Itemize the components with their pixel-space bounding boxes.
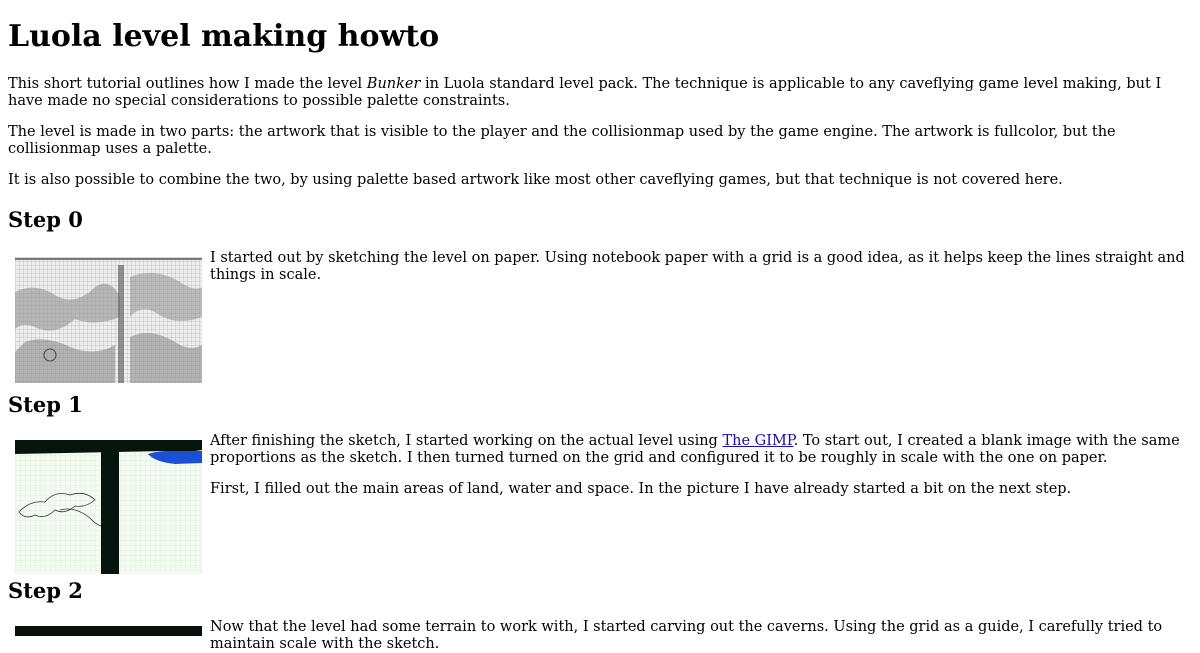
the-gimp-link[interactable]: The GIMP: [722, 433, 794, 450]
page-title: Luola level making howto: [8, 19, 440, 54]
step-1-paragraph-1: [210, 433, 1192, 467]
step-0-heading: Step 0: [8, 207, 83, 232]
step-0-paragraph-1: I started out by sketching the level on paper. Using notebook paper with a grid is a good idea, as it helps keep the lines straight and things in scale.: [210, 250, 1185, 284]
intro-paragraph-2: The level is made in two parts: the artwork that is visible to the player and the collisionmap used by the game engine. The artwork is fullcolor, but the collisionmap uses a palette.: [8, 124, 1116, 157]
step-1-heading: Step 1: [8, 392, 83, 418]
sketch-drawing: [15, 257, 202, 383]
level-drawing: [15, 440, 202, 574]
intro-p1-text-pre: This short tutorial outlines how I made the level: [8, 76, 367, 92]
step-1-level-image[interactable]: [15, 440, 202, 574]
step-2-paragraph-1: Now that the level had some terrain to work with, I started carving out the caverns. Using the grid as a guide, I carefully tried to maintain scale with the sketch.: [210, 619, 1163, 653]
step-2-heading: Step 2: [8, 578, 83, 604]
step-1-block: [8, 433, 1192, 569]
step-0-sketch-image[interactable]: [15, 257, 202, 383]
intro-section: [8, 76, 1192, 189]
step-2-level-image[interactable]: [15, 626, 202, 636]
intro-paragraph-3: It is also possible to combine the two, by using palette based artwork like most other caveflying games, but that technique is not covered here.: [8, 172, 1063, 188]
intro-p1-text-post: in Luola standard level pack. The technique is applicable to any caveflying game level making, but I have made no special considerations to possible palette constraints.: [8, 76, 1162, 109]
step-1-paragraph-2: First, I filled out the main areas of land, water and space. In the picture I have already started a bit on the next step.: [210, 481, 1072, 498]
step-2-text: [210, 619, 1192, 653]
step-2-block: [8, 619, 1192, 653]
level-name-bunker: Bunker: [366, 76, 421, 92]
step-0-text: [210, 250, 1192, 284]
step-1-p1-text-post: . To start out, I created a blank image with the same proportions as the sketch. I then turned turned on the grid and configured it to be roughly in scale with the one on paper.: [210, 433, 1180, 467]
step-1-p1-text-pre: After finishing the sketch, I started working on the actual level using: [210, 433, 723, 450]
step-1-text: [210, 433, 1192, 498]
step-0-block: [8, 250, 1192, 383]
intro-paragraph-1: [8, 76, 1192, 110]
